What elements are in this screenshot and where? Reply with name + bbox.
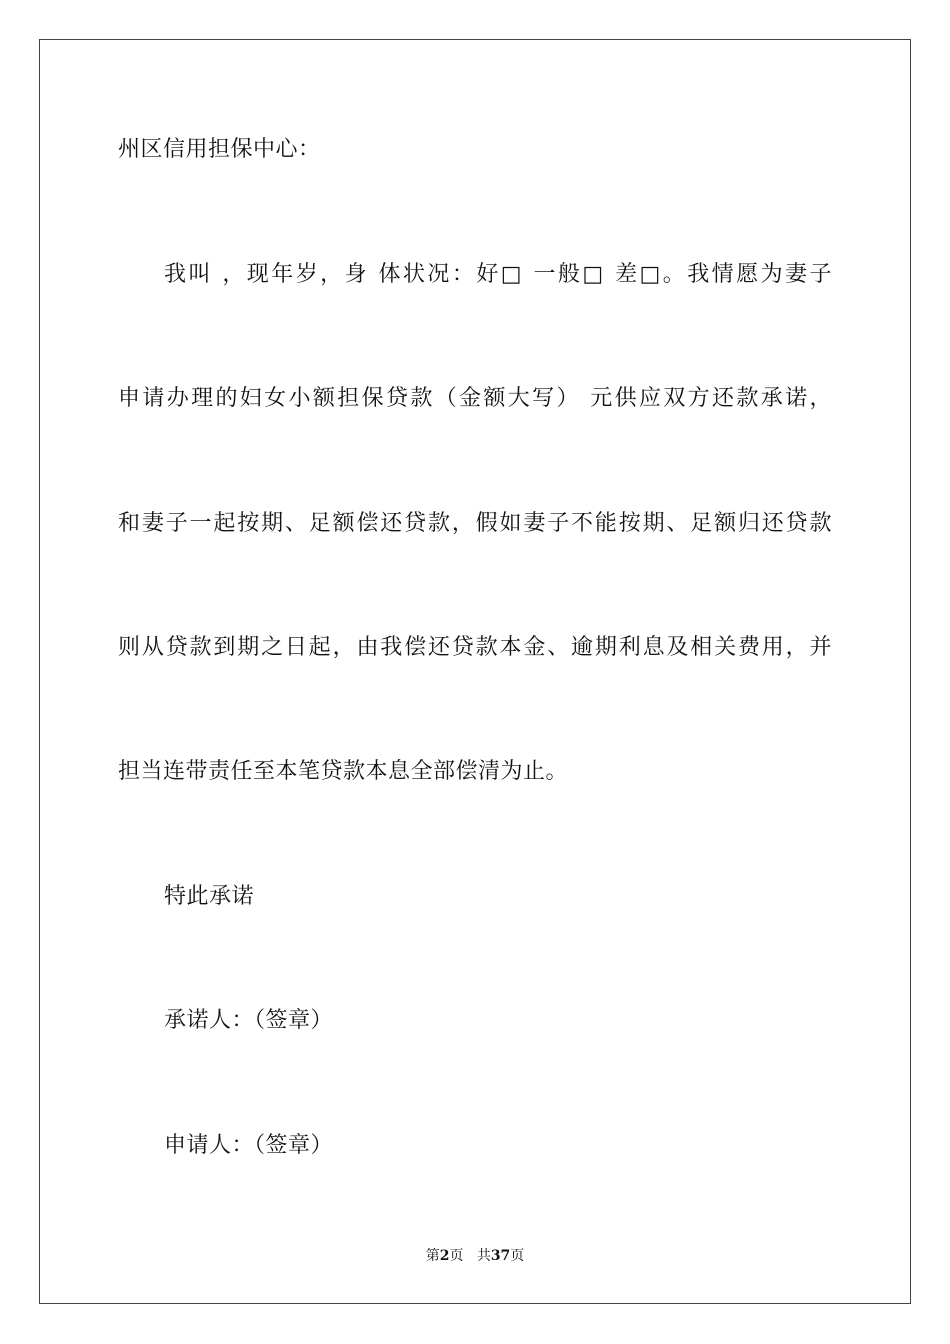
guarantor-signature-line: 承诺人：（签章） — [164, 1008, 334, 1033]
page-footer — [0, 1246, 950, 1266]
applicant-signature-line: 申请人：（签章） — [164, 1133, 334, 1158]
footer-total-unit: 页 — [510, 1248, 525, 1264]
addressee-line: 州区信用担保中心： — [118, 137, 321, 162]
closing-statement: 特此承诺 — [164, 884, 255, 909]
footer-total-pages: 37 — [490, 1248, 511, 1264]
body-paragraph-line-2: 申请办理的妇女小额担保贷款（金额大写） 元供应双方还款承诺， — [118, 386, 832, 411]
footer-prefix: 第 — [425, 1248, 440, 1264]
body-paragraph-line-4: 则从贷款到期之日起，由我偿还贷款本金、逾期利息及相关费用，并 — [118, 635, 832, 660]
footer-page-unit: 页 — [449, 1248, 464, 1264]
footer-page-number: 2 — [439, 1248, 450, 1264]
body-paragraph-line-3: 和妻子一起按期、足额偿还贷款，假如妻子不能按期、足额归还贷款 — [118, 511, 832, 536]
footer-total-prefix: 共 — [476, 1248, 491, 1264]
page-border — [39, 39, 911, 1304]
body-paragraph-line-5: 担当连带责任至本笔贷款本息全部偿清为止。 — [118, 759, 569, 784]
body-paragraph-line-1: 我叫 ，现年岁，身 体状况：好□ 一般□ 差□。我情愿为妻子 — [164, 262, 832, 287]
